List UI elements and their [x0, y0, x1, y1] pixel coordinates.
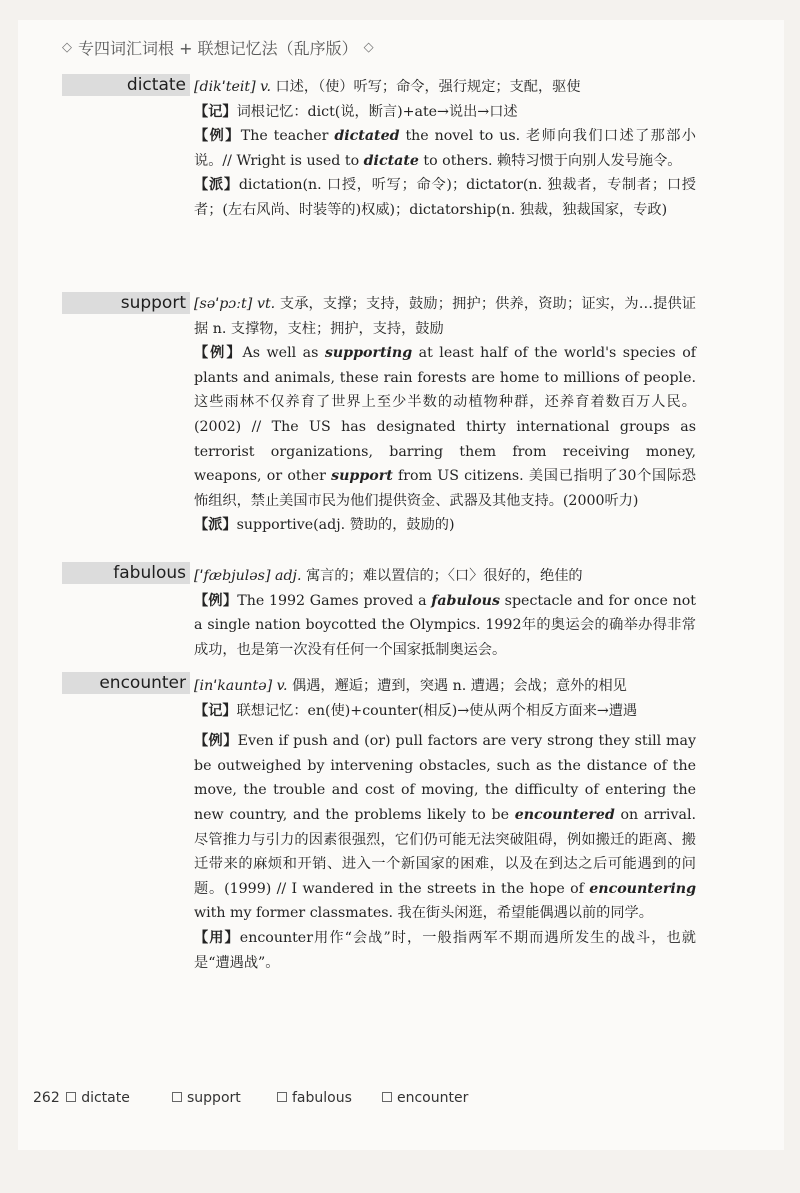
- headword-encounter: encounter: [62, 672, 190, 694]
- checkbox-icon: [277, 1092, 287, 1102]
- example-block: [194, 341, 696, 513]
- memory-note: [194, 100, 696, 125]
- example-keyword: dictated: [334, 128, 400, 145]
- tag-yong: 【用】: [194, 929, 240, 946]
- example-keyword: encountered: [514, 806, 615, 823]
- checkbox-icon: [172, 1092, 182, 1102]
- example-text: The 1992 Games proved a: [237, 592, 432, 609]
- tag-pai: 【派】: [194, 177, 239, 194]
- header-title: 专四词汇词根 + 联想记忆法（乱序版）: [78, 39, 358, 58]
- phonetic-pos: [səˈpɔːt] vt.: [194, 296, 276, 312]
- definition: 寓言的；难以置信的；〈口〉很好的，绝佳的: [301, 568, 583, 584]
- derivatives-text: supportive(adj. 赞助的，鼓励的): [236, 517, 455, 534]
- checkbox-icon: [382, 1092, 392, 1102]
- example-block: [194, 124, 696, 173]
- tag-ji: 【记】: [194, 702, 237, 719]
- example-text: As well as: [242, 345, 325, 362]
- diamond-icon: ◇: [363, 40, 374, 55]
- definition-line: [194, 674, 696, 699]
- example-text: from US citizens. 美国已指明了30个国际恐怖组织，禁止美国市民为他们提供资金、武器及其他支持。(2000听力): [194, 468, 696, 509]
- example-text: at least half of the world's species of plants and animals, these rain forests are home to millions of people. 这些雨林不仅养育了世界上至少半数的动植物种群，还养育着数百万人民。(2002) // The US has designated thirty international groups as terrorist organizations, barring them from receiving money, weapons, or other: [194, 345, 696, 485]
- entry-encounter: [194, 674, 696, 975]
- example-block: [194, 729, 696, 926]
- definition: 偶遇，邂逅；遭到，突遇 n. 遭遇；会战；意外的相见: [287, 678, 627, 694]
- entry-fabulous: [194, 564, 696, 662]
- example-keyword: support: [331, 468, 393, 485]
- definition-line: [194, 75, 696, 100]
- footer-item-4: [380, 1090, 468, 1106]
- tag-ji: 【记】: [194, 103, 237, 120]
- memory-text: 词根记忆：dict(说，断言)+ate→说出→口述: [236, 103, 518, 120]
- phonetic-pos: [dikˈteit] v.: [194, 79, 271, 95]
- diamond-icon: ◇: [62, 40, 72, 55]
- footer-item-2: [170, 1090, 241, 1106]
- phonetic-pos: [inˈkauntə] v.: [194, 678, 288, 694]
- example-text: Even if push and (or) pull factors are very strong they still may be outweighed by intervening obstacles, such as the distance of the move, the trouble and cost of moving, the difficulty of entering the new country, and the problems likely to be: [194, 733, 696, 823]
- definition: 口述，（使）听写；命令，强行规定；支配，驱使: [270, 79, 581, 95]
- example-keyword: fabulous: [431, 592, 500, 609]
- definition-line: [194, 564, 696, 589]
- tag-li: 【例】: [194, 345, 243, 362]
- footer-item-1: [33, 1090, 130, 1106]
- page-number: 262: [33, 1090, 60, 1106]
- definition: 支承，支撑；支持，鼓励；拥护；供养，资助；证实，为…提供证据 n. 支撑物，支柱；拥护，支持，鼓励: [194, 296, 696, 337]
- example-text: with my former classmates. 我在街头闲逛，希望能偶遇以前的同学。: [194, 905, 653, 922]
- memory-note: [194, 699, 696, 724]
- entry-dictate: [194, 75, 696, 223]
- example-text: The teacher: [240, 128, 335, 145]
- example-text: on arrival. 尽管推力与引力的因素很强烈，它们仍可能无法突破阻碍，例如搬迁的距离、搬迁带来的麻烦和开销、进入一个新国家的困难，以及在到达之后可能遇到的问题。(1999) // I wandered in the streets in the hope of: [194, 806, 696, 897]
- tag-li: 【例】: [194, 592, 238, 609]
- footer-item-3: [275, 1090, 352, 1106]
- usage-note: [194, 926, 696, 975]
- headword-fabulous: fabulous: [62, 562, 190, 584]
- definition-line: [194, 292, 696, 341]
- example-text: spectacle and for once not a single nation boycotted the Olympics. 1992年的奥运会的确举办得非常成功，也是第一次没有任何一个国家抵制奥运会。: [194, 592, 696, 658]
- headword-support: support: [62, 292, 190, 314]
- derivatives-text: dictation(n. 口授，听写；命令)；dictator(n. 独裁者，专制者；口授者；(左右风尚、时装等的)权威)；dictatorship(n. 独裁，独裁国家，专政): [194, 177, 696, 218]
- tag-li: 【例】: [194, 733, 238, 750]
- checkbox-icon: [66, 1092, 76, 1102]
- footer-word: dictate: [81, 1090, 130, 1106]
- footer-word: fabulous: [292, 1090, 352, 1106]
- usage-text: encounter用作“会战”时，一般指两军不期而遇所发生的战斗，也就是“遭遇战”。: [194, 929, 696, 971]
- example-keyword: dictate: [363, 152, 419, 169]
- example-keyword: encountering: [589, 880, 696, 897]
- derivatives: [194, 513, 696, 538]
- running-header: [62, 36, 374, 59]
- example-block: [194, 589, 696, 663]
- headword-dictate: dictate: [62, 74, 190, 96]
- footer-word: encounter: [397, 1090, 469, 1106]
- phonetic-pos: [ˈfæbjuləs] adj.: [194, 568, 302, 584]
- tag-li: 【例】: [194, 128, 241, 145]
- tag-pai: 【派】: [194, 517, 237, 534]
- example-keyword: supporting: [324, 345, 413, 362]
- derivatives: [194, 173, 696, 222]
- example-text: to others. 赖特习惯于向别人发号施令。: [418, 152, 682, 169]
- footer-word: support: [187, 1090, 241, 1106]
- example-text: the novel to us. 老师向我们口述了那部小说。// Wright is used to: [194, 128, 696, 169]
- entry-support: [194, 292, 696, 538]
- memory-text: 联想记忆：en(使)+counter(相反)→使从两个相反方面来→遭遇: [236, 702, 638, 719]
